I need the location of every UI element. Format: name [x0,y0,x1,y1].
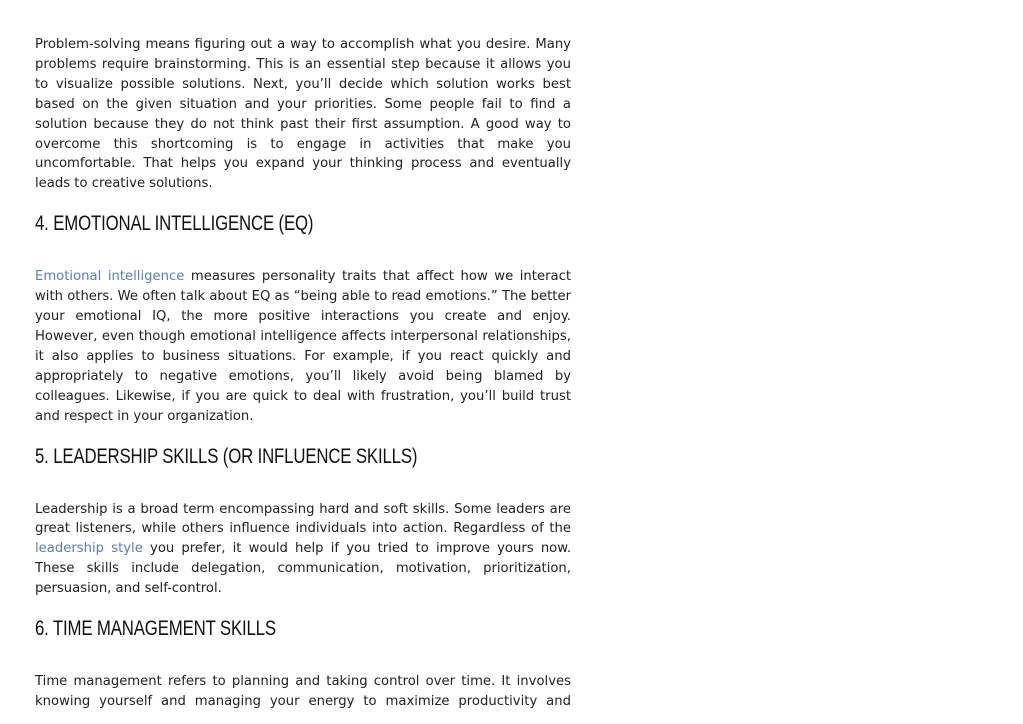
heading-emotional-intelligence: 4. EMOTIONAL INTELLIGENCE (EQ) [35,212,314,236]
leadership-style-link[interactable]: leadership style [35,541,143,557]
leadership-text-after: you prefer, it would help if you tried to improve yours now. These skills include delegation, communication, motivation, prioritization, persuasion, and self-control. [35,541,572,597]
emotional-intelligence-paragraph [35,267,571,426]
emotional-intelligence-text: measures personality traits that affect how we interact with others. We often talk about EQ as “being able to read emotions.” The better your emotional IQ, the more positive interactions you create and enjoy. However, even though emotional intelligence affects interpersonal relationships, it also applies to business situations. For example, if you react quickly and appropriately to negative emotions, you’ll likely avoid being blamed by colleagues. Likewise, if you are quick to deal with frustration, you’ll build trust and respect in your organization. [35,269,571,424]
leadership-paragraph [35,500,571,600]
emotional-intelligence-link[interactable]: Emotional intelligence [35,269,185,285]
heading-leadership-skills: 5. LEADERSHIP SKILLS (OR INFLUENCE SKILLS) [35,444,418,468]
article-body [35,35,571,712]
heading-time-management: 6. TIME MANAGEMENT SKILLS [35,617,276,641]
time-management-paragraph: Time management refers to planning and taking control over time. It involves knowing yourself and managing your energy to maximize productivity and [35,674,571,709]
leadership-text-before: Leadership is a broad term encompassing hard and soft skills. Some leaders are great listeners, while others influence individuals into action. Regardless of the [35,501,571,537]
problem-solving-paragraph: Problem-solving means figuring out a way to accomplish what you desire. Many problems require brainstorming. This is an essential step because it allows you to visualize possible solutions. Next, you’ll decide which solution works best based on the given situation and your priorities. Some people fail to find a solution because they do not think past their first assumption. A good way to overcome this shortcoming is to engage in activities that make you uncomfortable. That helps you expand your thinking process and eventually leads to creative solutions. [35,37,571,192]
